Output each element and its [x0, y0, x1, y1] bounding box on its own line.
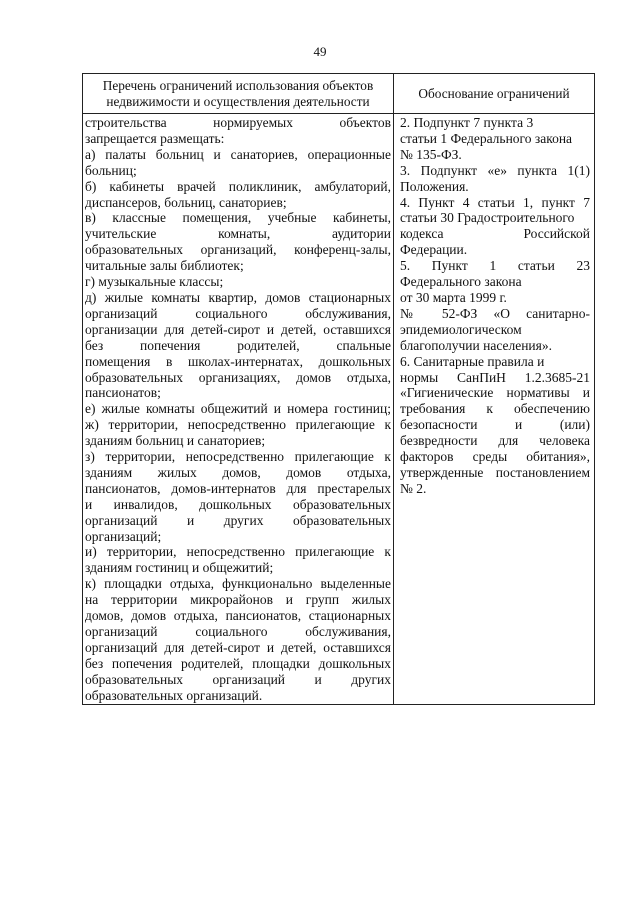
- header-line: Перечень ограничений использования объектов: [102, 78, 374, 93]
- text-line: к) площадки отдыха, функционально выделенные: [85, 576, 391, 592]
- text-line: строительства нормируемых объектов: [85, 115, 391, 130]
- text-line: эпидемиологическом: [400, 321, 522, 337]
- restrictions-text: [83, 114, 393, 704]
- text-line: без попечения родителей, спальные: [85, 337, 391, 353]
- text-line: организаций социального обслуживания,: [85, 624, 391, 639]
- text-line: организаций;: [85, 528, 162, 544]
- text-line: Федерации.: [400, 242, 468, 258]
- header-line: Обоснование ограничений: [418, 86, 570, 101]
- text-line: на территории микрорайонов и групп жилых: [85, 592, 391, 608]
- text-line: факторов среды обитания»,: [400, 449, 590, 465]
- text-line: д) жилые комнаты квартир, домов стационарных: [85, 289, 391, 305]
- text-line: 4. Пункт 4 статьи 1, пункт 7: [400, 194, 590, 210]
- text-line: пансионатов;: [85, 385, 161, 401]
- table-header-row: [83, 74, 595, 114]
- text-line: безопасности и (или): [400, 417, 590, 433]
- text-line: № 52-ФЗ «О санитарно-: [400, 305, 590, 321]
- text-line: безвредности для человека: [400, 433, 590, 449]
- text-line: е) жилые комнаты общежитий и номера гостиниц;: [85, 401, 391, 417]
- text-line: читальные залы библиотек;: [85, 258, 244, 274]
- text-line: благополучии населения».: [400, 337, 552, 353]
- header-line: недвижимости и осуществления деятельности: [106, 94, 370, 109]
- text-line: зданиям больниц и санаториев;: [85, 433, 266, 449]
- justification-cell: [394, 114, 595, 705]
- text-line: образовательных организациях, домов отдыха,: [85, 369, 391, 385]
- text-line: Положения.: [400, 178, 469, 194]
- text-line: пансионатов, домов-интернатов для престарелых: [85, 480, 391, 496]
- text-line: от 30 марта 1999 г.: [400, 289, 507, 305]
- text-line: учительские комнаты, аудитории: [85, 226, 391, 242]
- text-line: и инвалидов, дошкольных образовательных: [85, 496, 391, 512]
- justification-text: [394, 114, 594, 497]
- text-line: требования к обеспечению: [400, 401, 590, 417]
- text-line: образовательных организаций.: [85, 687, 263, 703]
- text-line: нормы СанПиН 1.2.3685-21: [400, 369, 590, 385]
- text-line: № 2.: [400, 480, 427, 496]
- text-line: кодекса Российской: [400, 226, 590, 242]
- table-row: [83, 114, 595, 705]
- text-line: диспансеров, больниц, санаториев;: [85, 194, 287, 210]
- text-line: организаций для детей-сирот и детей, оставшихся: [85, 639, 391, 655]
- text-line: 2. Подпункт 7 пункта 3: [400, 115, 534, 130]
- text-line: 5. Пункт 1 статьи 23: [400, 258, 590, 274]
- text-line: ж) территории, непосредственно прилегающие к: [85, 417, 391, 433]
- text-line: Федерального закона: [400, 274, 522, 290]
- text-line: з) территории, непосредственно прилегающие к: [85, 449, 391, 465]
- text-line: зданиям гостиниц и общежитий;: [85, 560, 274, 576]
- header-justification: [394, 74, 595, 114]
- restrictions-cell: [83, 114, 394, 705]
- text-line: «Гигиенические нормативы и: [400, 385, 590, 401]
- text-line: в) классные помещения, учебные кабинеты,: [85, 210, 391, 226]
- text-line: домов, домов отдыха, пансионатов, стационарных: [85, 608, 391, 624]
- text-line: № 135-ФЗ.: [400, 146, 462, 162]
- text-line: б) кабинеты врачей поликлиник, амбулаторий,: [85, 178, 391, 194]
- text-line: утвержденные постановлением: [400, 464, 590, 480]
- text-line: организаций и других образовательных: [85, 512, 391, 528]
- text-line: без попечения родителей, площадки дошкольных: [85, 655, 391, 671]
- header-justification-lines: [396, 86, 592, 102]
- text-line: статьи 1 Федерального закона: [400, 130, 573, 146]
- text-line: помещения в школах-интернатах, дошкольных: [85, 353, 391, 369]
- text-line: запрещается размещать:: [85, 130, 225, 146]
- text-line: образовательных организаций, конференц-залы,: [85, 242, 391, 258]
- restrictions-table: [82, 73, 595, 705]
- text-line: организаций социального обслуживания,: [85, 305, 391, 321]
- text-line: г) музыкальные классы;: [85, 274, 224, 290]
- text-line: зданиям жилых домов, домов отдыха,: [85, 464, 391, 480]
- text-line: статьи 30 Градостроительного: [400, 210, 575, 226]
- text-line: а) палаты больниц и санаториев, операционные: [85, 146, 391, 162]
- header-restrictions-list: [83, 74, 394, 114]
- text-line: больниц;: [85, 162, 137, 178]
- text-line: и) территории, непосредственно прилегающие к: [85, 544, 391, 560]
- page-number: 49: [313, 44, 327, 59]
- text-line: организации для детей-сирот и детей, оставшихся: [85, 321, 391, 337]
- text-line: 3. Подпункт «е» пункта 1(1): [400, 162, 590, 178]
- header-restrictions-lines: [85, 78, 391, 110]
- text-line: 6. Санитарные правила и: [400, 353, 545, 369]
- text-line: образовательных организаций и других: [85, 671, 391, 687]
